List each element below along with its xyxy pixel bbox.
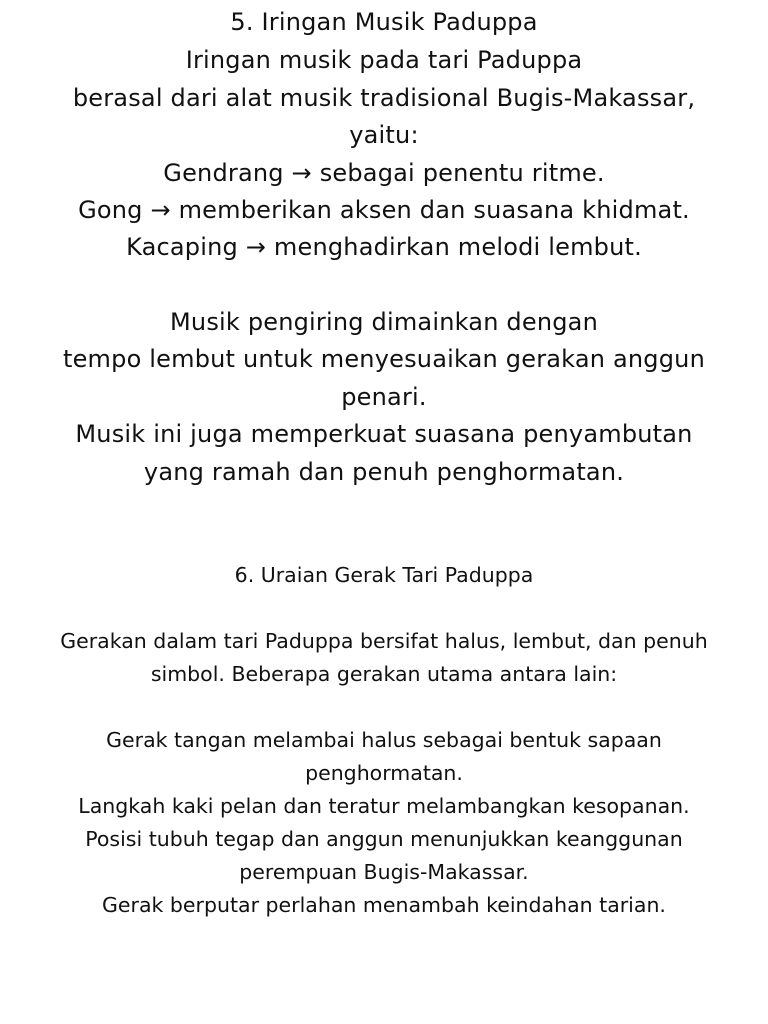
section-5-line: Iringan musik pada tari Paduppa: [185, 46, 583, 74]
section-5-line: Musik pengiring dimainkan dengan: [170, 308, 598, 336]
instrument-kacaping: Kacaping → menghadirkan melodi lembut.: [126, 233, 642, 261]
instrument-gendrang: Gendrang → sebagai penentu ritme.: [163, 159, 605, 187]
movement-item: Langkah kaki pelan dan teratur melambangkan kesopanan.: [78, 794, 690, 818]
movement-item: penghormatan.: [305, 761, 463, 785]
section-5-line: yang ramah dan penuh penghormatan.: [143, 458, 625, 486]
section-5-line: penari.: [341, 383, 427, 411]
section-5-line: tempo lembut untuk menyesuaikan gerakan anggun: [62, 345, 705, 373]
movement-item: Gerak berputar perlahan menambah keindahan tarian.: [102, 893, 666, 917]
section-6-line: Gerakan dalam tari Paduppa bersifat halus, lembut, dan penuh: [60, 629, 708, 653]
instrument-gong: Gong → memberikan aksen dan suasana khidmat.: [78, 196, 690, 224]
movement-item: perempuan Bugis-Makassar.: [239, 860, 529, 884]
movement-item: Gerak tangan melambai halus sebagai bentuk sapaan: [106, 728, 662, 752]
section-5-line: Musik ini juga memperkuat suasana penyambutan: [75, 420, 693, 448]
section-5-heading: 5. Iringan Musik Paduppa: [230, 8, 538, 36]
section-5-line: berasal dari alat musik tradisional Bugis-Makassar,: [72, 84, 696, 112]
section-6-heading: 6. Uraian Gerak Tari Paduppa: [234, 563, 534, 587]
section-6-line: simbol. Beberapa gerakan utama antara lain:: [150, 662, 618, 686]
movement-item: Posisi tubuh tegap dan anggun menunjukkan keanggunan: [85, 827, 683, 851]
section-5-line: yaitu:: [349, 121, 419, 149]
